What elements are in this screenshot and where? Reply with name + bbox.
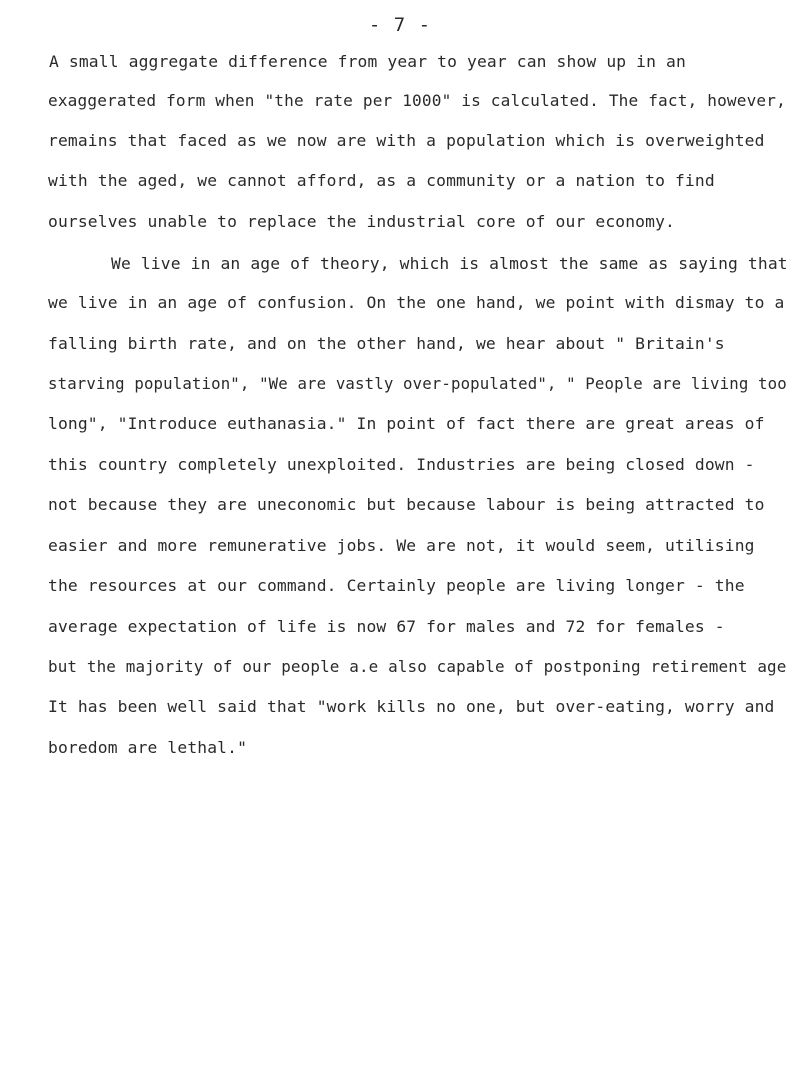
paragraph-1-line-5: ourselves unable to replace the industrial core of our economy. bbox=[48, 212, 675, 231]
paragraph-2-line-13: boredom are lethal." bbox=[48, 738, 248, 757]
paragraph-2-line-9: the resources at our command. Certainly people are living longer - the bbox=[48, 576, 745, 595]
paragraph-2-line-7: not because they are uneconomic but because labour is being attracted to bbox=[48, 495, 765, 514]
paragraph-1-line-2: exaggerated form when "the rate per 1000" is calculated. The fact, however, bbox=[48, 91, 786, 110]
paragraph-2-line-5: long", "Introduce euthanasia." In point of fact there are great areas of bbox=[48, 414, 765, 433]
paragraph-2-line-4: starving population", "We are vastly over-populated", " People are living too bbox=[48, 374, 787, 393]
paragraph-1-line-4: with the aged, we cannot afford, as a community or a nation to find bbox=[48, 171, 715, 190]
paragraph-2-line-3: falling birth rate, and on the other hand, we hear about " Britain's bbox=[48, 334, 725, 353]
paragraph-2-line-10: average expectation of life is now 67 for males and 72 for females - bbox=[48, 617, 725, 636]
page-number: - 7 - bbox=[368, 14, 432, 36]
paragraph-2-line-8: easier and more remunerative jobs. We are not, it would seem, utilising bbox=[48, 536, 755, 555]
paragraph-2-line-2: we live in an age of confusion. On the one hand, we point with dismay to a bbox=[48, 293, 785, 312]
paragraph-2-line-11: but the majority of our people a.e also capable of postponing retirement age bbox=[48, 657, 787, 676]
paragraph-1-line-1: A small aggregate difference from year to year can show up in an bbox=[49, 52, 686, 71]
paragraph-2-line-12: It has been well said that "work kills no one, but over-eating, worry and bbox=[48, 697, 775, 716]
paragraph-2-line-6: this country completely unexploited. Industries are being closed down - bbox=[48, 455, 755, 474]
paragraph-2-line-1: We live in an age of theory, which is almost the same as saying that bbox=[111, 254, 788, 273]
paragraph-1-line-3: remains that faced as we now are with a population which is overweighted bbox=[48, 131, 765, 150]
